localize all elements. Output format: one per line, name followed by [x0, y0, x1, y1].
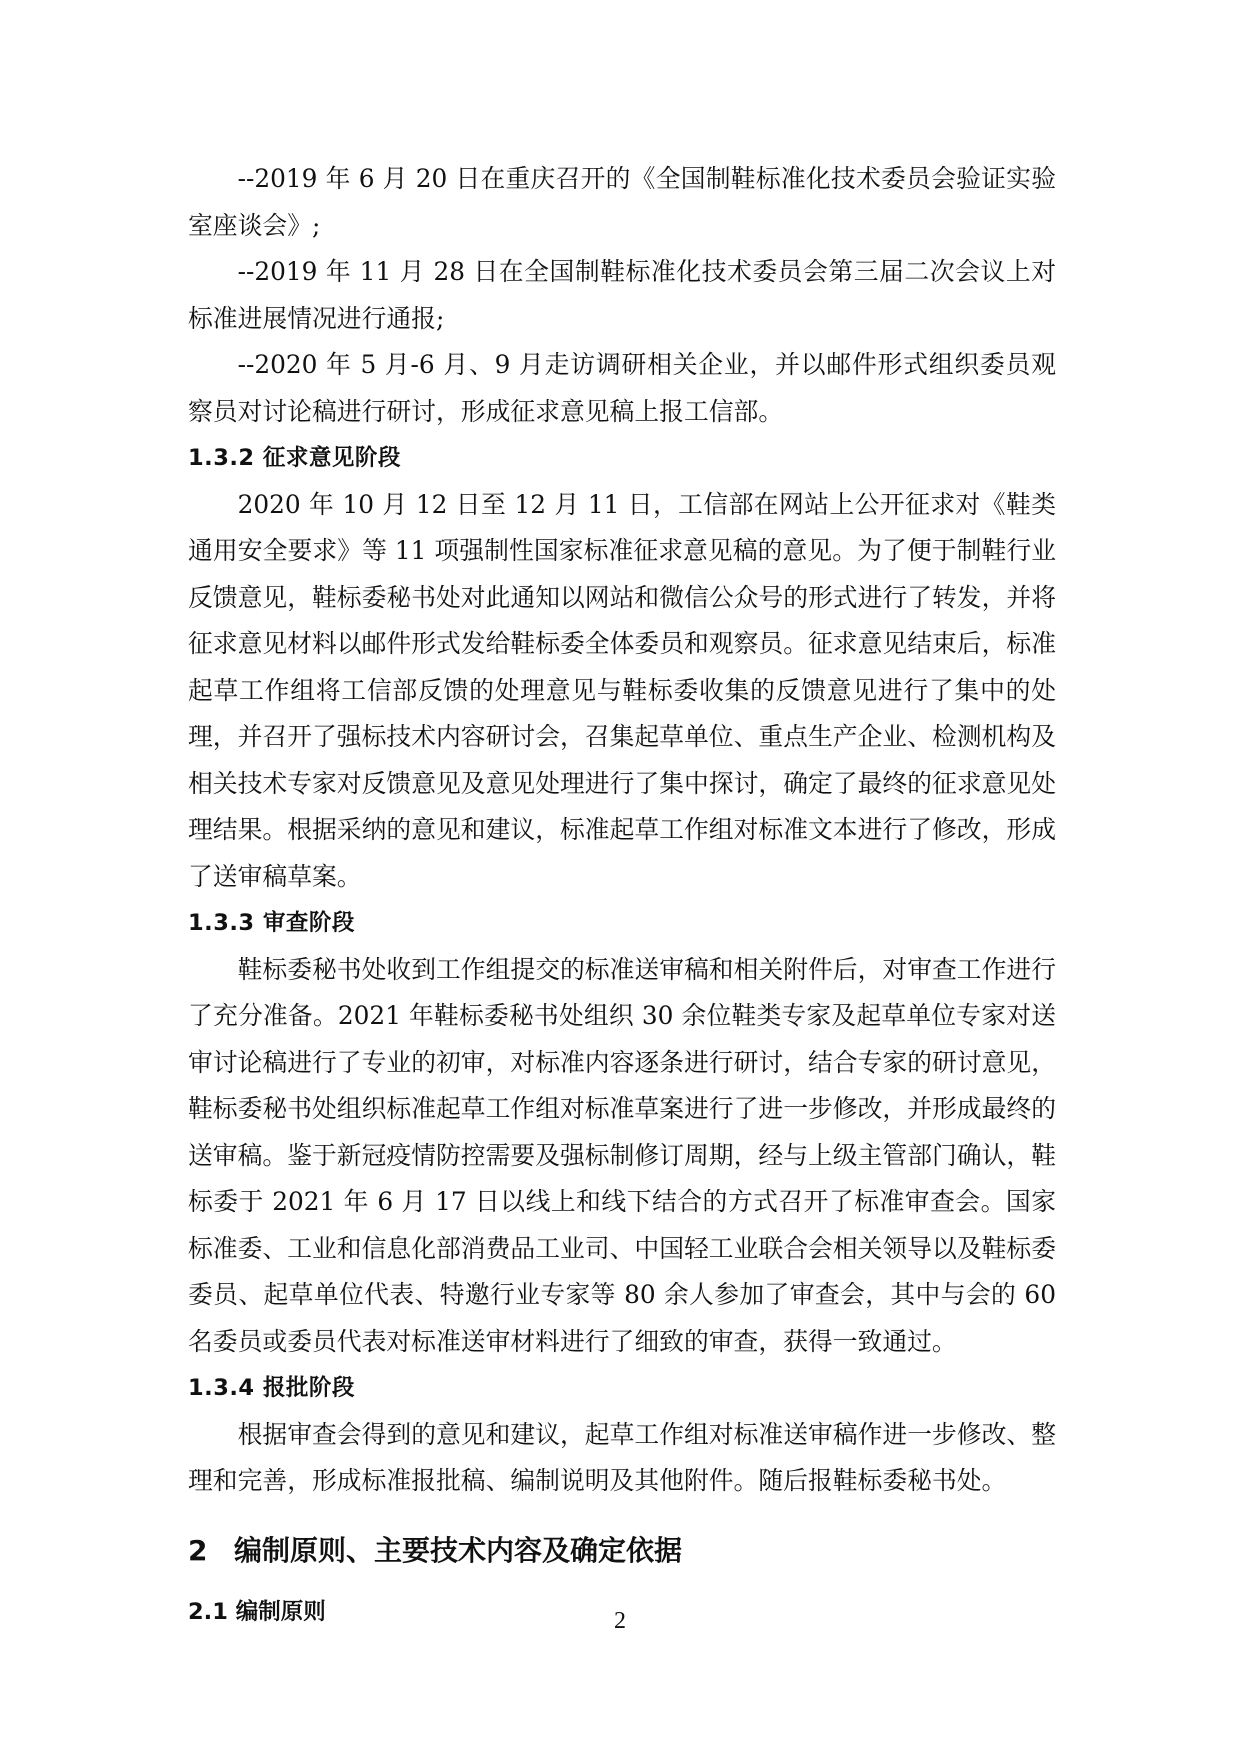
timeline-item-2019-november: --2019 年 11 月 28 日在全国制鞋标准化技术委员会第三届二次会议上对标准进展情况进行通报;: [188, 257, 1056, 333]
section-heading-2-1: 2.1 编制原则: [188, 1598, 326, 1625]
section-body-1-3-3: 鞋标委秘书处收到工作组提交的标准送审稿和相关附件后，对审查工作进行了充分准备。2021 年鞋标委秘书处组织 30 余位鞋类专家及起草单位专家对送审讨论稿进行了专业的初审，对标准内容逐条进行研讨，结合专家的研讨意见，鞋标委秘书处组织标准起草工作组对标准草案进行了进一步修改，并形成最终的送审稿。鉴于新冠疫情防控需要及强标制修订周期，经与上级主管部门确认，鞋标委于 2021 年 6 月 17 日以线上和线下结合的方式召开了标准审查会。国家标准委、工业和信息化部消费品工业司、中国轻工业联合会相关领导以及鞋标委委员、起草单位代表、特邀行业专家等 80 余人参加了审查会，其中与会的 60 名委员或委员代表对标准送审材料进行了细致的审查，获得一致通过。: [188, 954, 1056, 1356]
page-number: 2: [614, 1608, 626, 1634]
chapter-number: 2: [188, 1533, 208, 1567]
section-heading-1-3-2: 1.3.2 征求意见阶段: [188, 445, 401, 471]
timeline-item-2020: --2020 年 5 月-6 月、9 月走访调研相关企业，并以邮件形式组织委员观察员对讨论稿进行研讨，形成征求意见稿上报工信部。: [188, 350, 1056, 426]
section-body-1-3-2: 2020 年 10 月 12 日至 12 月 11 日，工信部在网站上公开征求对《鞋类通用安全要求》等 11 项强制性国家标准征求意见稿的意见。为了便于制鞋行业反馈意见，鞋标委秘书处对此通知以网站和微信公众号的形式进行了转发，并将征求意见材料以邮件形式发给鞋标委全体委员和观察员。征求意见结束后，标准起草工作组将工信部反馈的处理意见与鞋标委收集的反馈意见进行了集中的处理，并召开了强标技术内容研讨会，召集起草单位、重点生产企业、检测机构及相关技术专家对反馈意见及意见处理进行了集中探讨，确定了最终的征求意见处理结果。根据采纳的意见和建议，标准起草工作组对标准文本进行了修改，形成了送审稿草案。: [188, 489, 1056, 891]
section-body-1-3-4: 根据审查会得到的意见和建议，起草工作组对标准送审稿作进一步修改、整理和完善，形成标准报批稿、编制说明及其他附件。随后报鞋标委秘书处。: [188, 1419, 1056, 1495]
timeline-item-2019-june: --2019 年 6 月 20 日在重庆召开的《全国制鞋标准化技术委员会验证实验室座谈会》;: [188, 164, 1056, 240]
chapter-title: 编制原则、主要技术内容及确定依据: [234, 1533, 683, 1567]
page-content: [188, 156, 1056, 1635]
section-heading-1-3-4: 1.3.4 报批阶段: [188, 1375, 355, 1401]
chapter-heading-2: [188, 1525, 1056, 1577]
section-heading-1-3-3: 1.3.3 审查阶段: [188, 910, 355, 936]
